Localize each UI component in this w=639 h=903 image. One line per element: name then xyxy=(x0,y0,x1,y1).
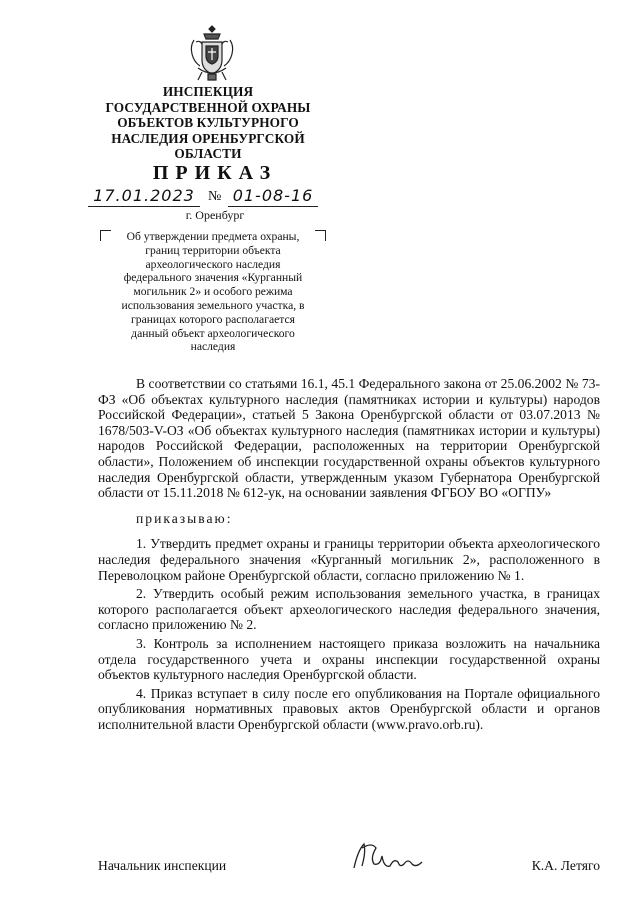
order-body xyxy=(98,376,600,735)
date-number-line xyxy=(88,186,328,208)
coat-of-arms-icon xyxy=(188,22,236,84)
org-line: ГОСУДАРСТВЕННОЙ ОХРАНЫ xyxy=(105,99,311,115)
bracket-right xyxy=(315,230,326,241)
subject-text: Об утверждении предмета охраны, границ территории объекта археологического наследия федерального значения «Курганный могильник 2» и особого режима использования земельного участка, в границах которого располагается данный объект археологического наследия xyxy=(121,230,305,354)
bracket-left xyxy=(100,230,111,241)
order-number: 01-08-16 xyxy=(228,186,318,207)
org-line: ОБЪЕКТОВ КУЛЬТУРНОГО xyxy=(117,115,299,130)
org-line: НАСЛЕДИЯ ОРЕНБУРГСКОЙ xyxy=(111,130,305,146)
organization-name xyxy=(96,84,320,162)
order-title: ПРИКАЗ xyxy=(152,162,278,184)
order-item: 2. Утвердить особый режим использования земельного участка, в границах которого располагается объект археологического наследия федерального значения, согласно приложению № 2. xyxy=(98,586,600,633)
order-item: 1. Утвердить предмет охраны и границы территории объекта археологического наследия федерального значения «Курганный могильник 2», расположенного в Переволоцком районе Оренбургской области, согласно приложению № 1. xyxy=(98,536,600,583)
signature-block xyxy=(98,852,600,876)
org-line: ОБЛАСТИ xyxy=(174,146,242,161)
order-word: приказываю: xyxy=(136,510,233,526)
order-subject xyxy=(100,226,326,362)
order-item: 3. Контроль за исполнением настоящего приказа возложить на начальника отдела государственного учета и охраны инспекции государственной охраны объектов культурного наследия Оренбургской области. xyxy=(98,635,600,683)
preamble: В соответствии со статьями 16.1, 45.1 Федерального закона от 25.06.2002 № 73-ФЗ «Об объектах культурного наследия (памятниках истории и культуры) народов Российской Федерации», статьей 5 Закона Оренбургской области от 03.07.2013 № 1678/503-V-ОЗ «Об объектах культурного наследия (памятниках истории и культуры) народов Российской Федерации, расположенных на территории Оренбургской области», Положением об инспекции государственной охраны объектов культурного наследия Оренбургской области, утвержденным указом Губернатора Оренбургской области от 15.11.2018 № 612-ук, на основании заявления ФГБОУ ВО «ОГПУ» xyxy=(98,376,600,501)
signer-name: К.А. Летяго xyxy=(531,858,600,873)
org-line: ИНСПЕКЦИЯ xyxy=(162,84,254,99)
number-sign: № xyxy=(208,189,222,204)
order-item: 4. Приказ вступает в силу после его опубликования на Портале официального опубликования нормативных правовых актов Оренбургской области и органов исполнительной власти Оренбургской области (www.pravo.orb.ru). xyxy=(98,685,600,732)
handwritten-signature xyxy=(348,838,440,874)
order-date: 17.01.2023 xyxy=(88,186,200,207)
signer-position: Начальник инспекции xyxy=(98,858,227,873)
city: г. Оренбург xyxy=(185,208,245,222)
